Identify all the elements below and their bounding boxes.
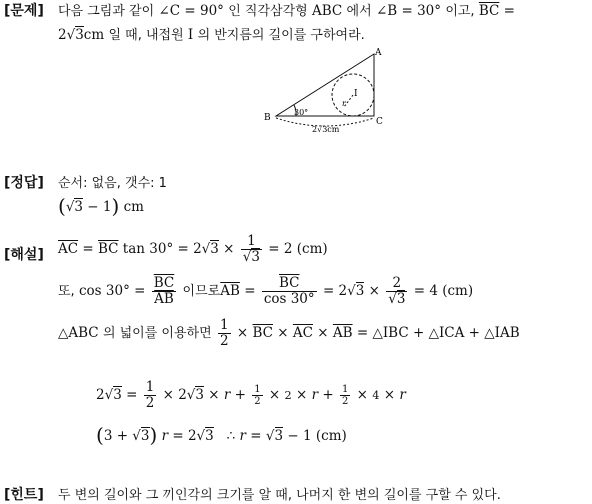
label-c: C — [376, 117, 383, 127]
solution-line-1: $\overline{AC} = \overline{BC}$ tan 30° = 2√3 × $\frac{1}{√3}$ = 2 (cm) — [58, 233, 328, 265]
hint-tag: [힌트] — [4, 487, 44, 503]
problem-line-1: 다음 그림과 같이 ∠C = 90° 인 직각삼각형 ABC 에서 ∠B = 30° 이고, $\overline{BC}$ = — [58, 3, 515, 19]
answer-value: (√3 − 1) cm — [58, 194, 144, 218]
label-a: A — [375, 48, 382, 58]
problem-tag: [문제] — [4, 3, 44, 19]
hint-text: 두 변의 길이와 그 끼인각의 크기를 알 때, 나머지 한 변의 길이를 구할 수 있다. — [58, 488, 501, 503]
label-i: I — [354, 89, 358, 99]
problem-line-2: 2√3cm 일 때, 내접원 I 의 반지름의 길이를 구하여라. — [58, 27, 365, 43]
solution-line-2: 또, cos 30° = $\frac{\overline{BC}}{AB}$ 이므로$\overline{AB}$ = $\frac{\overline{BC}}{\cos 30^\circ}$ = 2√3 × $\frac{2}{√3}$ = 4 (cm) — [58, 275, 474, 307]
label-base: 2√3cm — [312, 125, 340, 134]
solution-line-4: 2√3 = $\frac{1}{2}$ × 2√3 × r + $\frac{1}{2}$ × 2 × r + $\frac{1}{2}$ × 4 × r — [96, 379, 406, 411]
label-b: B — [264, 113, 271, 123]
label-angle: 30° — [294, 108, 309, 117]
answer-tag: [정답] — [4, 175, 44, 191]
label-r: r — [342, 99, 346, 108]
solution-line-5: (3 + √3) r = 2√3 ∴ r = √3 − 1 (cm) — [96, 423, 347, 447]
answer-meta: 순서: 없음, 갯수: 1 — [58, 176, 167, 191]
triangle-figure — [262, 46, 392, 138]
solution-tag: [해설] — [4, 247, 44, 263]
solution-line-3: △ABC 의 넓이를 이용하면 $\frac{1}{2}$ × $\overline{BC} \times \overline{AC} \times \overline{AB}$ = △IBC + △ICA + △IAB — [58, 317, 520, 349]
triangle-abc — [276, 54, 374, 116]
